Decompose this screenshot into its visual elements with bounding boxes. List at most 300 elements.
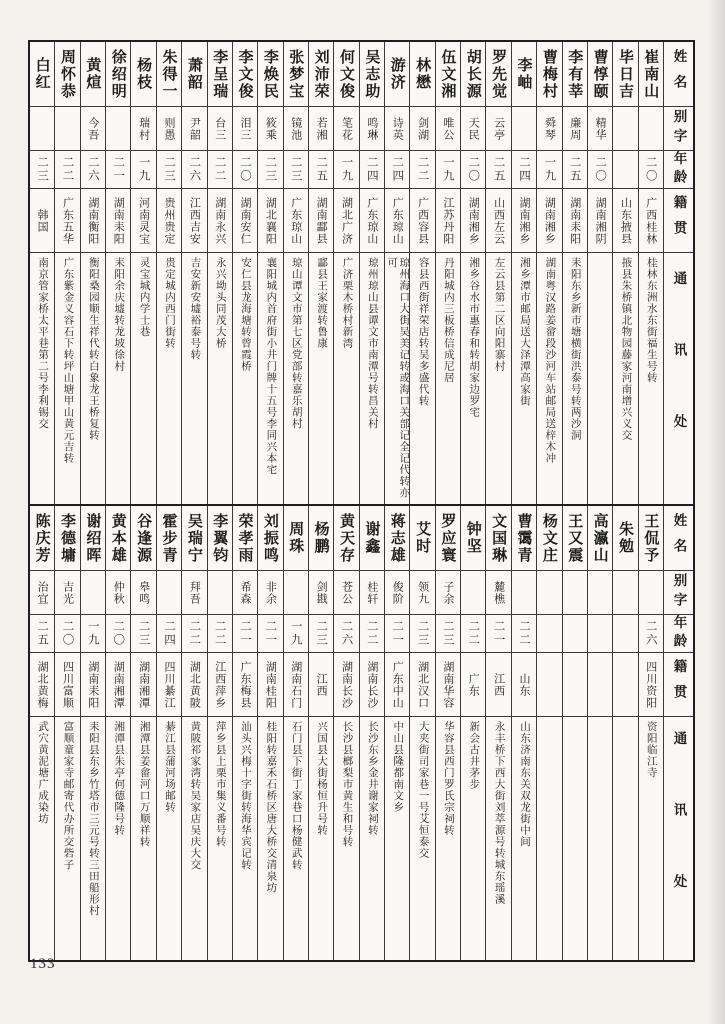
address-text: 黄陂祁家湾转吴家店吴庆大交 [189, 721, 201, 871]
person-column [308, 506, 333, 960]
courtesy-name [563, 570, 587, 614]
address [157, 252, 181, 504]
native-place-text: 湖南衡阳 [86, 196, 99, 245]
native-place-text: 四川资阳 [644, 660, 657, 709]
age [30, 614, 54, 652]
row-header-native-place [664, 652, 693, 716]
age [30, 150, 54, 188]
native-place-text: 贵州贵定 [162, 196, 175, 245]
courtesy-name [512, 570, 536, 614]
age [563, 614, 587, 652]
courtesy-name [30, 106, 54, 150]
courtesy-name [208, 106, 232, 150]
courtesy-name-text: 苍公 [340, 580, 353, 605]
courtesy-name [284, 106, 308, 150]
row-header-column [663, 42, 693, 504]
person-name-text: 李焕民 [261, 48, 278, 100]
age [486, 150, 510, 188]
age-text: 二三 [289, 156, 302, 183]
address-text: 襄阳城内首府街小井门牌十五号李同兴本宅 [265, 257, 277, 476]
row-header-label: 籍贯 [671, 659, 687, 710]
person-name [436, 506, 460, 570]
native-place [537, 652, 561, 716]
courtesy-name-text: 皋鸣 [137, 580, 150, 605]
address-text: 石门县下街丁家巷口杨健武转 [290, 721, 302, 871]
address [106, 716, 130, 960]
courtesy-name [284, 570, 308, 614]
age-text: 二四 [391, 156, 404, 183]
person-name-text: 霍步青 [160, 512, 177, 564]
native-place [55, 188, 79, 252]
native-place-text: 湖北襄阳 [264, 196, 277, 245]
courtesy-name [436, 570, 460, 614]
courtesy-name-text: 拜吾 [188, 580, 201, 605]
person-name [410, 42, 434, 106]
person-name [512, 42, 536, 106]
address-text: 中山县隆都南文乡 [392, 721, 404, 813]
person-name-text: 周珠 [287, 521, 304, 555]
address [182, 252, 206, 504]
person-name-text: 朱得一 [160, 48, 177, 100]
age [284, 614, 308, 652]
person-column [30, 42, 54, 504]
address [537, 252, 561, 504]
person-name [208, 42, 232, 106]
courtesy-name [639, 106, 663, 150]
address [30, 252, 54, 504]
directory-frame [28, 40, 695, 962]
person-column [460, 506, 485, 960]
person-name-text: 徐绍明 [109, 48, 126, 100]
age [106, 614, 130, 652]
native-place-text: 湖南长沙 [340, 660, 353, 709]
person-column [54, 506, 79, 960]
courtesy-name-text: 桂轩 [365, 580, 378, 605]
age-text: 二五 [36, 620, 49, 647]
person-column [54, 42, 79, 504]
native-place-text: 广西桂林 [644, 196, 657, 245]
person-column [384, 506, 409, 960]
native-place-text: 湖南湘阴 [594, 196, 607, 245]
person-name-text: 谢绍晖 [84, 512, 101, 564]
native-place-text: 湖南湘潭 [112, 660, 125, 709]
address [233, 716, 257, 960]
person-name [613, 506, 637, 570]
age-text: 一九 [137, 156, 150, 183]
native-place-text: 湖南湘乡 [518, 196, 530, 245]
person-name-text: 周怀恭 [59, 48, 76, 100]
address [284, 716, 308, 960]
age [512, 150, 536, 188]
native-place-text: 湖南酃县 [315, 196, 328, 245]
person-name-text: 杨鹏 [312, 521, 329, 555]
person-column [359, 42, 384, 504]
person-column [130, 42, 155, 504]
person-column [638, 42, 663, 504]
age [360, 150, 384, 188]
address [563, 252, 587, 504]
courtesy-name [461, 106, 485, 150]
native-place-text: 广西容县 [416, 196, 429, 245]
courtesy-name [436, 106, 460, 150]
age-text: 二三 [36, 156, 49, 183]
person-name-text: 李文俊 [236, 48, 253, 100]
age-text: 一九 [86, 620, 99, 647]
age [486, 614, 510, 652]
directory-table-top [30, 42, 693, 504]
person-name [81, 42, 105, 106]
address-text: 湘乡潭市邮局送大泽潭高家街 [519, 257, 530, 407]
person-column [105, 506, 130, 960]
person-column [536, 42, 561, 504]
person-column [511, 506, 536, 960]
native-place [588, 652, 612, 716]
age-text: 二一 [391, 620, 404, 647]
address [486, 716, 510, 960]
address [385, 252, 409, 504]
native-place [360, 188, 384, 252]
address [309, 716, 333, 960]
person-name-text: 艾时 [414, 521, 431, 555]
age [563, 150, 587, 188]
person-name-text: 王又震 [566, 512, 583, 564]
person-name [588, 42, 612, 106]
person-name [258, 42, 282, 106]
courtesy-name-text: 子余 [441, 580, 454, 605]
courtesy-name [131, 570, 155, 614]
age [157, 614, 181, 652]
person-name [385, 506, 409, 570]
address [512, 716, 536, 960]
age [385, 614, 409, 652]
address [436, 716, 460, 960]
age-text: 二二 [188, 620, 201, 647]
courtesy-name-text: 尹韶 [188, 116, 201, 141]
person-name-text: 杨枝 [135, 57, 152, 91]
person-name [309, 506, 333, 570]
courtesy-name [258, 106, 282, 150]
courtesy-name-text: 吉光 [61, 580, 74, 605]
person-name [55, 42, 79, 106]
courtesy-name [613, 570, 637, 614]
person-name [639, 42, 663, 106]
courtesy-name-text: 诗英 [391, 116, 404, 141]
courtesy-name [385, 106, 409, 150]
address [461, 252, 485, 504]
person-column [562, 42, 587, 504]
native-place-text: 湖北黄陂 [188, 660, 201, 709]
address-text: 耒阳东乡新市塘横街洪泰号转两沙洞 [569, 257, 581, 441]
person-column [333, 506, 358, 960]
address-text: 长沙县榔梨市黄生和号转 [341, 721, 353, 848]
address [436, 252, 460, 504]
address-text: 萍乡县上栗市集义番号转 [214, 721, 226, 848]
person-name-text: 蒋志雄 [388, 512, 405, 564]
person-name [563, 506, 587, 570]
native-place-text: 江西萍乡 [213, 660, 226, 709]
person-name-text: 吴瑞宁 [185, 512, 202, 564]
age-text: 二三 [162, 156, 175, 183]
person-name [486, 506, 510, 570]
age-text: 二〇 [112, 620, 125, 647]
person-name [537, 506, 561, 570]
native-place-text: 广东琼山 [289, 196, 302, 245]
age [410, 150, 434, 188]
person-name-text: 王侃予 [642, 512, 659, 564]
person-column [638, 506, 663, 960]
native-place-text: 湖南湘乡 [543, 196, 556, 245]
person-name-text: 高瀛山 [591, 512, 608, 564]
age-text: 二〇 [594, 156, 607, 183]
person-name-text: 钟坚 [464, 521, 481, 555]
age [639, 150, 663, 188]
address [233, 252, 257, 504]
address-text: 琼州琼山县谭文市南潭号转昌关村 [366, 257, 378, 430]
native-place [30, 188, 54, 252]
person-column [485, 42, 510, 504]
courtesy-name-text: 鸣琳 [365, 116, 378, 141]
native-place [436, 652, 460, 716]
row-header-courtesy-name [664, 106, 693, 150]
person-name-text: 游济 [388, 57, 405, 91]
person-name-text: 黄天存 [337, 512, 354, 564]
age-text: 二五 [492, 156, 505, 183]
courtesy-name [233, 570, 257, 614]
person-column [283, 42, 308, 504]
courtesy-name-text: 筱乘 [264, 116, 277, 141]
person-name [512, 506, 536, 570]
person-column [232, 506, 257, 960]
person-column [232, 42, 257, 504]
person-name-text: 黄本雄 [109, 512, 126, 564]
row-header-address [664, 716, 693, 960]
courtesy-name [131, 106, 155, 150]
native-place-text: 江苏丹阳 [441, 196, 454, 245]
address-text: 酃县王家渡转鲁康 [316, 257, 328, 349]
address [309, 252, 333, 504]
address [208, 252, 232, 504]
courtesy-name [360, 570, 384, 614]
person-name-text: 李翼钧 [211, 512, 228, 564]
address-text: 左云县第二区向阳寨村 [493, 257, 505, 372]
person-column [359, 506, 384, 960]
person-name-text: 林懋 [414, 57, 431, 91]
native-place-text: 广东五华 [61, 196, 74, 245]
address-text: 广济栗木桥村新湾 [341, 257, 353, 349]
person-name [55, 506, 79, 570]
person-name [334, 506, 358, 570]
person-column [283, 506, 308, 960]
native-place [284, 188, 308, 252]
courtesy-name-text: 今吾 [86, 116, 99, 141]
person-name-text: 吴志助 [363, 48, 380, 100]
native-place-text: 广东 [467, 672, 480, 697]
age [360, 614, 384, 652]
native-place-text: 广东中山 [391, 660, 404, 709]
age [537, 150, 561, 188]
courtesy-name [106, 106, 130, 150]
native-place [410, 652, 434, 716]
age-text: 二二 [467, 620, 480, 647]
age-text: 二二 [61, 156, 74, 183]
courtesy-name-text: 若湘 [315, 116, 328, 141]
person-name [182, 506, 206, 570]
person-name [30, 42, 54, 106]
native-place [588, 188, 612, 252]
person-name-text: 李德墉 [59, 512, 76, 564]
person-name [233, 506, 257, 570]
row-header-label: 籍贯 [671, 195, 687, 246]
person-name-text: 刘沛荣 [312, 48, 329, 100]
native-place-text: 湖南耒阳 [86, 660, 99, 709]
courtesy-name-text: 镜池 [289, 116, 302, 141]
courtesy-name [486, 570, 510, 614]
courtesy-name [157, 570, 181, 614]
native-place-text: 山西左云 [492, 196, 505, 245]
person-name [639, 506, 663, 570]
row-header-column [663, 506, 693, 960]
native-place [208, 188, 232, 252]
address [639, 716, 663, 960]
native-place [385, 652, 409, 716]
native-place [131, 652, 155, 716]
courtesy-name [182, 106, 206, 150]
address-text: 武穴黄泥塘广成染坊 [37, 721, 49, 825]
address [30, 716, 54, 960]
courtesy-name [410, 570, 434, 614]
courtesy-name [233, 106, 257, 150]
courtesy-name [537, 106, 561, 150]
person-name-text: 谷逢源 [135, 512, 152, 564]
age [106, 150, 130, 188]
address-text: 资阳临江寺 [645, 721, 657, 779]
age [284, 150, 308, 188]
row-header-courtesy-name [664, 570, 693, 614]
age [55, 614, 79, 652]
age [461, 614, 485, 652]
person-column [257, 42, 282, 504]
address [410, 716, 434, 960]
person-column [384, 42, 409, 504]
native-place-text: 湖南湘潭 [137, 660, 150, 709]
age-text: 一九 [441, 156, 454, 183]
courtesy-name-text: 云亭 [492, 116, 505, 141]
age [588, 614, 612, 652]
native-place [613, 652, 637, 716]
courtesy-name [461, 570, 485, 614]
person-name-text: 李岫 [515, 57, 532, 91]
courtesy-name [360, 106, 384, 150]
native-place [258, 188, 282, 252]
address-text: 华容县西门罗氏宗祠转 [442, 721, 454, 836]
person-column [181, 42, 206, 504]
courtesy-name-text: 舜琴 [543, 116, 556, 141]
courtesy-name-text: 笔花 [340, 116, 353, 141]
address-text: 桂阳转嘉禾石桥区唐大桥交清泉坊 [265, 721, 277, 894]
address [334, 716, 358, 960]
address-text: 新会古井茅步 [468, 721, 480, 790]
address [208, 716, 232, 960]
address-text: 湘潭县朱亭何德隆号转 [113, 721, 125, 836]
row-header-address [664, 252, 693, 504]
person-column [80, 42, 105, 504]
person-name [360, 506, 384, 570]
person-name [131, 42, 155, 106]
address [284, 252, 308, 504]
courtesy-name [106, 570, 130, 614]
age [81, 614, 105, 652]
address-text: 广东紫金义容石下转坪山塘甲山黄元吉转 [62, 257, 74, 464]
age-text: 二三 [315, 620, 328, 647]
address [258, 252, 282, 504]
person-name-text: 荣孝雨 [236, 512, 253, 564]
person-name [157, 42, 181, 106]
address [563, 716, 587, 960]
scan-edge-shade [707, 0, 725, 1024]
native-place [486, 652, 510, 716]
courtesy-name [157, 106, 181, 150]
age-text: 二〇 [644, 156, 657, 183]
native-place [563, 188, 587, 252]
age-text: 二三 [416, 620, 429, 647]
native-place-text: 山东掖县 [619, 196, 632, 245]
age [208, 150, 232, 188]
courtesy-name [309, 106, 333, 150]
page-number: 133 [30, 956, 56, 972]
age [208, 614, 232, 652]
age-text: 二三 [137, 620, 150, 647]
person-name-text: 刘振鸣 [261, 512, 278, 564]
address [55, 252, 79, 504]
person-name [233, 42, 257, 106]
row-header-age [664, 150, 693, 188]
age-text: 二二 [213, 620, 226, 647]
row-header-native-place [664, 188, 693, 252]
address-text: 山东济南东关双龙街中间 [519, 721, 530, 848]
native-place [233, 652, 257, 716]
native-place [436, 188, 460, 252]
age-text: 二六 [340, 620, 353, 647]
native-place-text: 湖南长沙 [365, 660, 378, 709]
address-text: 汕头兴梅十字街转海华宾记转 [240, 721, 252, 871]
native-place [385, 188, 409, 252]
native-place-text: 江西 [492, 672, 505, 697]
address [588, 252, 612, 504]
age-text: 二四 [518, 156, 530, 183]
age [613, 614, 637, 652]
person-column [80, 506, 105, 960]
native-place-text: 山东 [518, 672, 530, 697]
native-place [233, 188, 257, 252]
person-name [613, 42, 637, 106]
person-column [257, 506, 282, 960]
native-place-text: 广东琼山 [391, 196, 404, 245]
native-place [182, 652, 206, 716]
age-text: 二二 [213, 156, 226, 183]
address-text: 永丰桥下西大街刘萃源号转城东瑶溪 [493, 721, 505, 905]
native-place-text: 湖南安仁 [239, 196, 252, 245]
address [486, 252, 510, 504]
age [334, 150, 358, 188]
courtesy-name [81, 570, 105, 614]
native-place-text: 江西吉安 [188, 196, 201, 245]
person-name-text: 黄煊 [84, 57, 101, 91]
age [309, 150, 333, 188]
address-text: 掖县朱桥镇北物园藤家河南增兴义交 [620, 257, 632, 441]
courtesy-name [258, 570, 282, 614]
person-name-text: 杨文庄 [540, 512, 557, 564]
native-place [309, 652, 333, 716]
